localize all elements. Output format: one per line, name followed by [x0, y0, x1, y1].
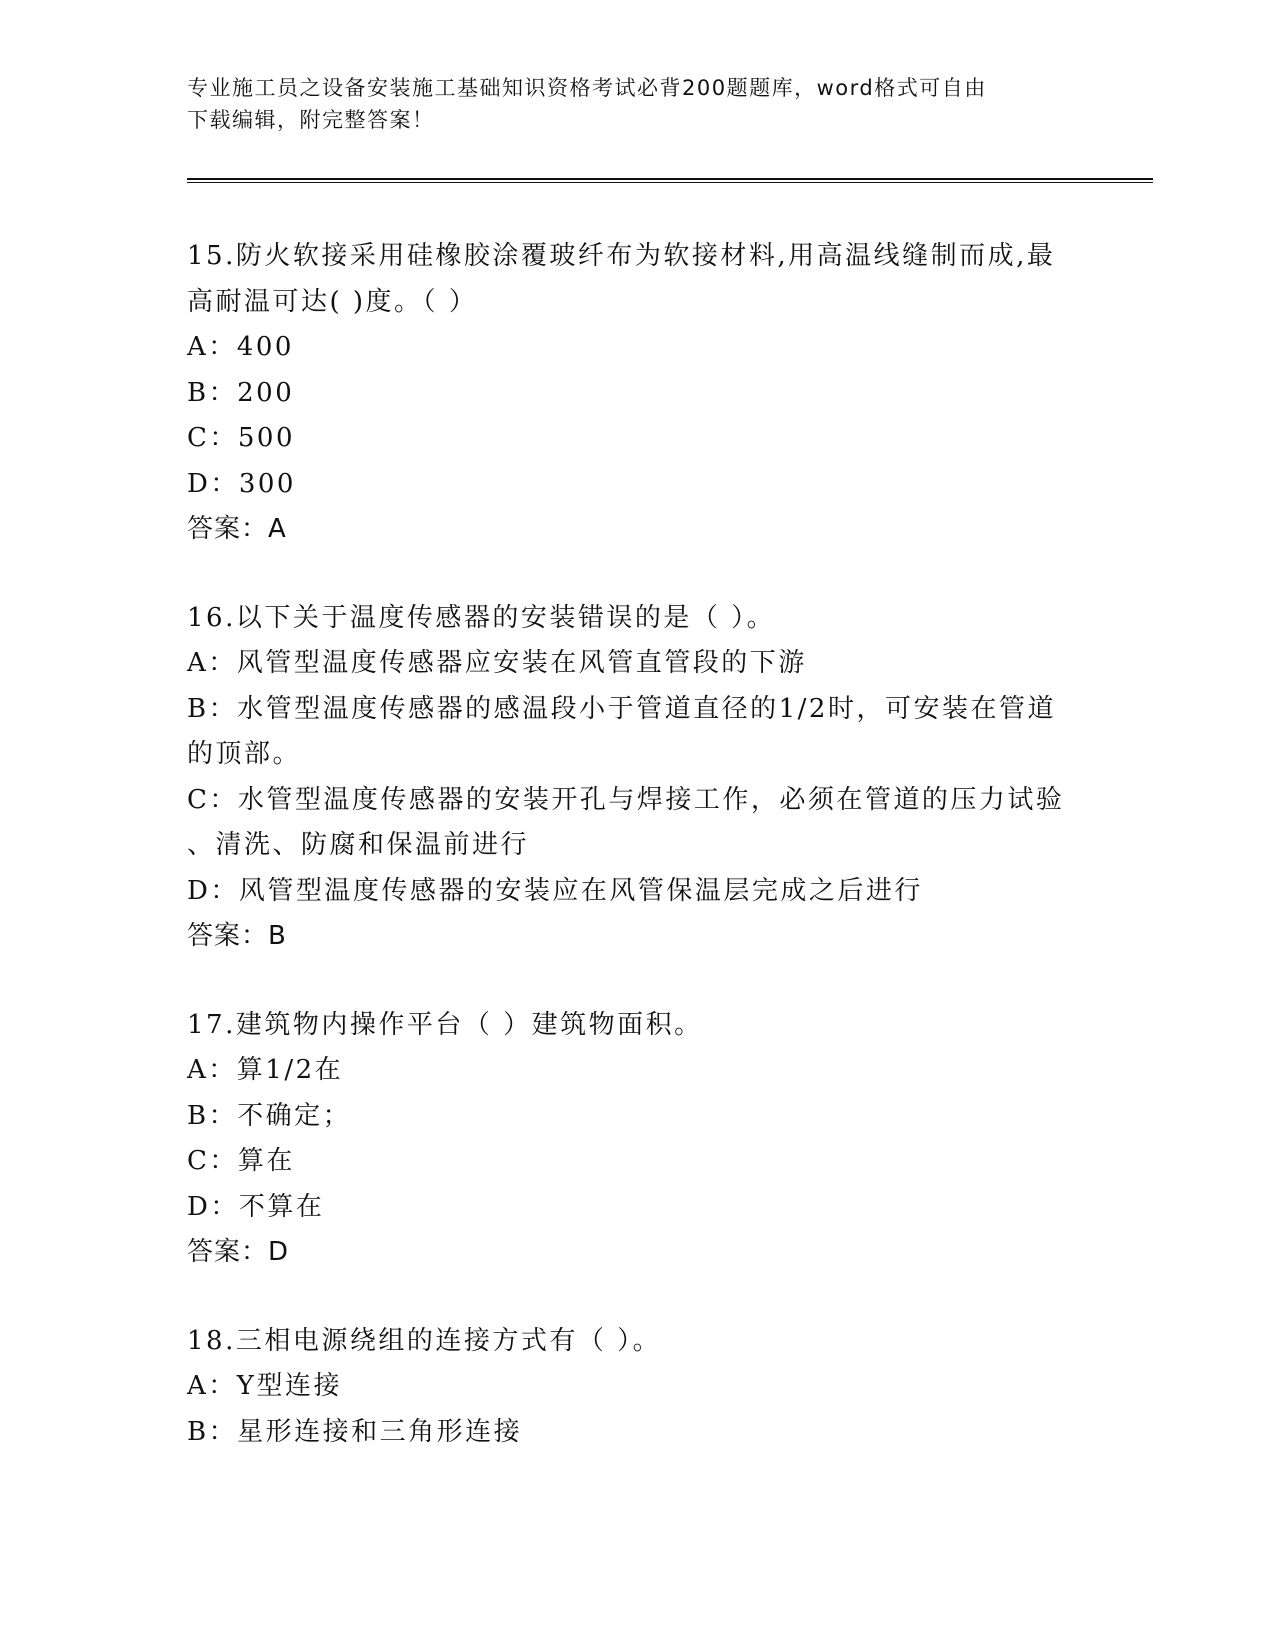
option-c: C：算在: [187, 1146, 295, 1176]
question-stem: 16.以下关于温度传感器的安装错误的是（ ）。: [187, 602, 776, 633]
header-line-1: 专业施工员之设备安装施工基础知识资格考试必背200题题库，word格式可自由: [187, 76, 987, 100]
answer-key: 答案：D: [187, 1237, 290, 1267]
option-a: A：400: [187, 332, 294, 362]
header-line-2: 下载编辑，附完整答案！: [187, 108, 435, 132]
document-header: [187, 72, 1067, 136]
option-a: A：风管型温度传感器应安装在风管直管段的下游: [187, 648, 807, 678]
answer-key: 答案：B: [187, 921, 287, 951]
question-18: [187, 1319, 1087, 1456]
header-divider: [187, 178, 1153, 183]
option-c: C：500: [187, 423, 296, 453]
option-c-continued: 、清洗、防腐和保温前进行: [187, 830, 530, 860]
question-stem: 高耐温可达( )度。（ ）: [187, 286, 478, 317]
option-b: B：星形连接和三角形连接: [187, 1416, 523, 1447]
option-d: D：不算在: [187, 1191, 325, 1222]
option-d: D：风管型温度传感器的安装应在风管保温层完成之后进行: [187, 875, 923, 906]
option-b-continued: 的顶部。: [187, 739, 302, 769]
answer-key: 答案：A: [187, 514, 287, 544]
question-16: [187, 596, 1087, 960]
option-a: A：Y型连接: [187, 1371, 342, 1401]
question-list: [187, 234, 1087, 1498]
question-stem: 18.三相电源绕组的连接方式有（ ）。: [187, 1325, 662, 1356]
option-c: C：水管型温度传感器的安装开孔与焊接工作，必须在管道的压力试验: [187, 784, 1065, 815]
option-b: B：水管型温度传感器的感温段小于管道直径的1/2时，可安装在管道: [187, 693, 1056, 724]
question-15: [187, 234, 1087, 553]
option-a: A：算1/2在: [187, 1055, 344, 1085]
option-d: D：300: [187, 468, 296, 499]
question-17: [187, 1003, 1087, 1276]
question-stem: 17.建筑物内操作平台（ ）建筑物面积。: [187, 1009, 703, 1040]
option-b: B：200: [187, 377, 295, 408]
question-stem: 15.防火软接采用硅橡胶涂覆玻纤布为软接材料,用高温线缝制而成,最: [187, 241, 1056, 271]
option-b: B：不确定；: [187, 1100, 352, 1131]
